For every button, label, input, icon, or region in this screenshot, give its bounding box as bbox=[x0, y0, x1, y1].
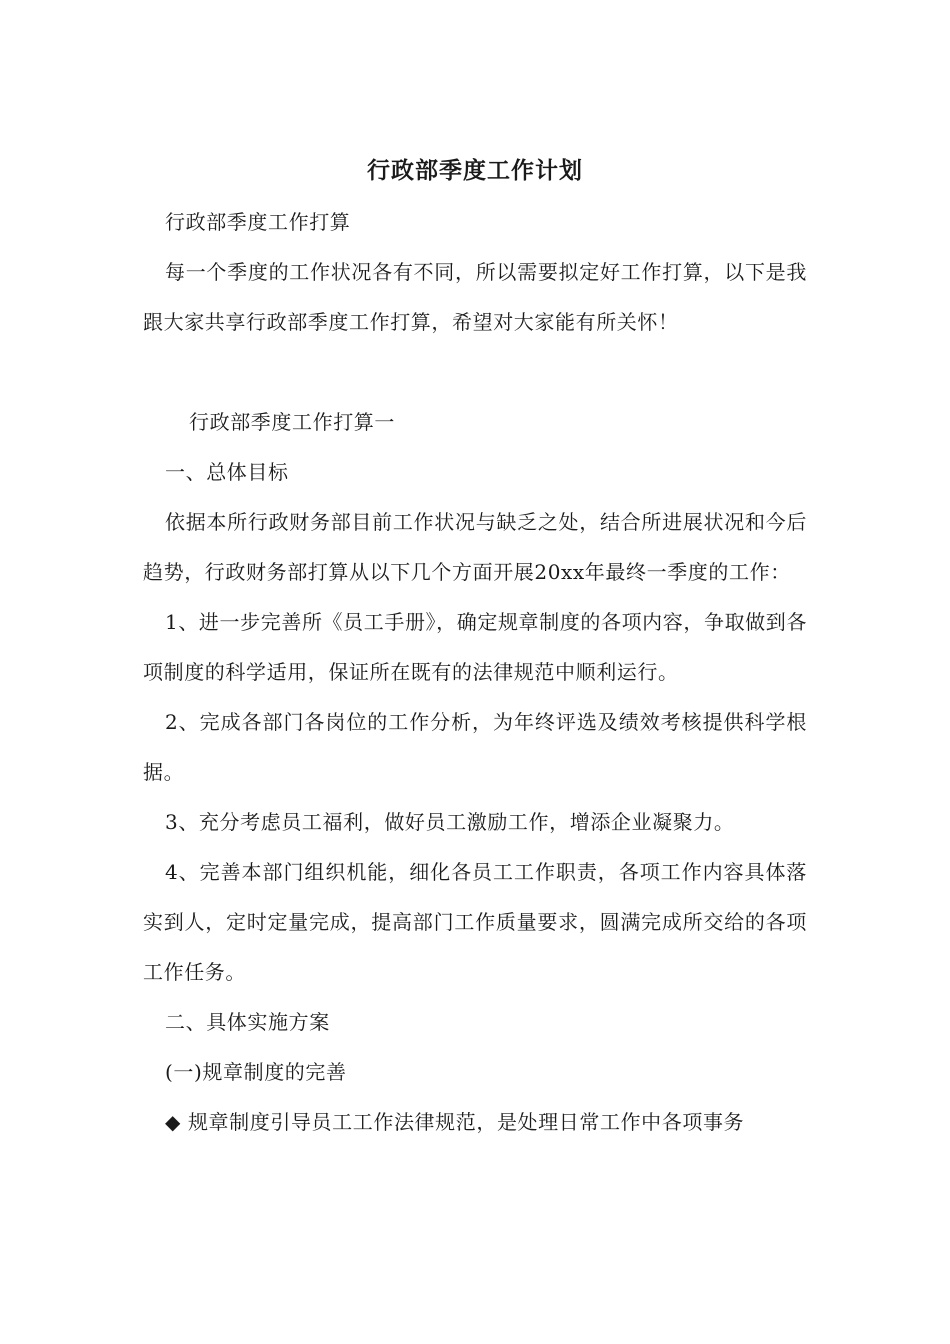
heading-overall-goal: 一、总体目标 bbox=[165, 460, 289, 484]
paragraph-goal-basis: 依据本所行政财务部目前工作状况与缺乏之处，结合所进展状况和今后趋势，行政财务部打算从以下几个方面开展20xx年最终一季度的工作： bbox=[143, 510, 807, 584]
heading-implementation-plan: 二、具体实施方案 bbox=[165, 1010, 330, 1034]
document-title: 行政部季度工作计划 bbox=[367, 157, 583, 184]
list-item-2: 2、完成各部门各岗位的工作分析，为年终评选及绩效考核提供科学根据。 bbox=[143, 710, 807, 784]
blank-line bbox=[143, 347, 807, 397]
list-item-3: 3、充分考虑员工福利，做好员工激励工作，增添企业凝聚力。 bbox=[165, 810, 735, 834]
subheading-rules-improvement: (一)规章制度的完善 bbox=[165, 1060, 347, 1084]
paragraph-subtitle: 行政部季度工作打算 bbox=[165, 210, 351, 234]
document-body bbox=[143, 197, 807, 1147]
bullet-rules-guidance: ◆ 规章制度引导员工工作法律规范，是处理日常工作中各项事务 bbox=[165, 1110, 745, 1134]
list-item-4: 4、完善本部门组织机能，细化各员工工作职责，各项工作内容具体落实到人，定时定量完成，提高部门工作质量要求，圆满完成所交给的各项工作任务。 bbox=[143, 860, 807, 984]
paragraph-intro: 每一个季度的工作状况各有不同，所以需要拟定好工作打算，以下是我跟大家共享行政部季度工作打算，希望对大家能有所关怀！ bbox=[143, 260, 807, 334]
list-item-1: 1、进一步完善所《员工手册》，确定规章制度的各项内容，争取做到各项制度的科学适用，保证所在既有的法律规范中顺利运行。 bbox=[143, 610, 807, 684]
section-heading-plan-one: 行政部季度工作打算一 bbox=[189, 410, 395, 434]
